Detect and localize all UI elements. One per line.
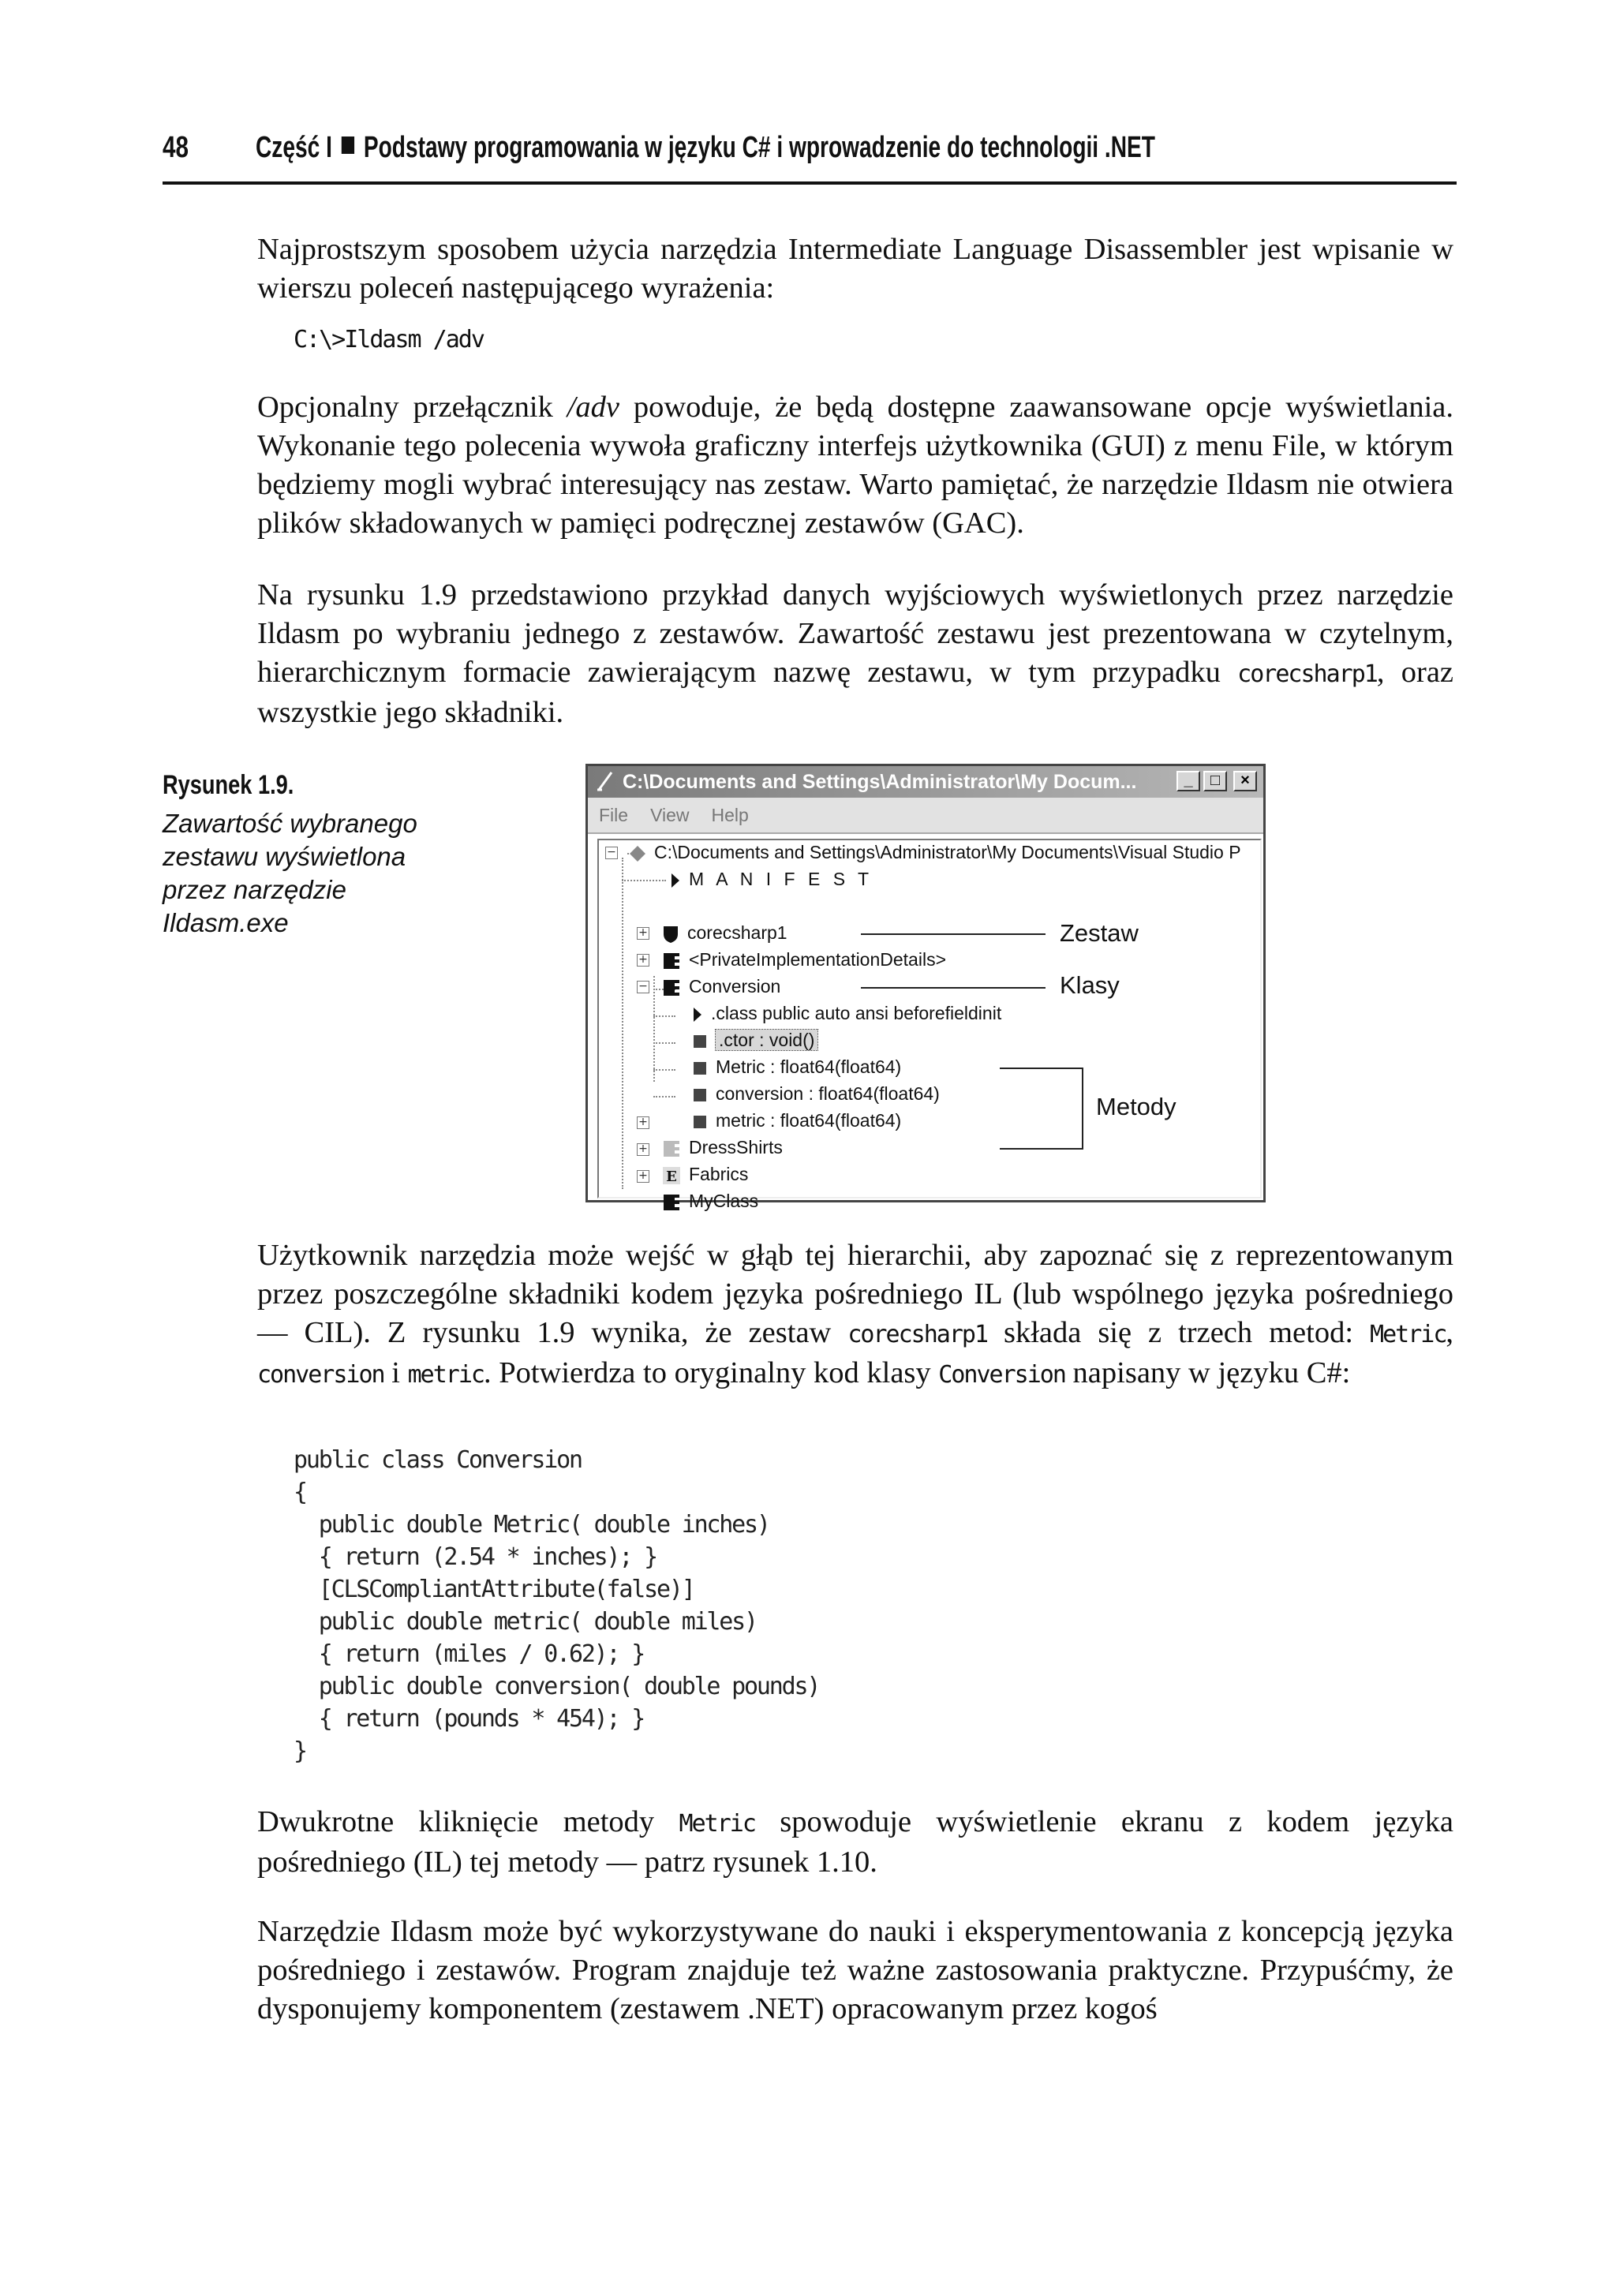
code-line: public double conversion( double pounds) bbox=[294, 1673, 820, 1700]
assembly-diamond-icon bbox=[629, 845, 646, 862]
text-run: spowoduje wyświetlenie ekranu z kodem języka pośredniego (IL) tej metody — patrz rysunek 1.10. bbox=[257, 1805, 1454, 1879]
window-title: C:\Documents and Settings\Administrator\My Docum... bbox=[623, 771, 1137, 793]
chapter-title: Podstawy programowania w języku C# i wprowadzenie do technologii .NET bbox=[363, 131, 1155, 164]
tree-connector bbox=[653, 976, 655, 1082]
maximize-button[interactable]: □ bbox=[1203, 771, 1227, 791]
tree-connector bbox=[622, 858, 623, 1189]
menu-bar bbox=[588, 798, 1263, 834]
svg-text:E: E bbox=[666, 1168, 677, 1185]
tree-metric-upper[interactable] bbox=[692, 1055, 901, 1079]
tree-metric-lower[interactable] bbox=[692, 1109, 901, 1132]
square-bullet-icon bbox=[342, 136, 354, 154]
collapse-toggle[interactable]: − bbox=[605, 847, 618, 859]
page-number: 48 bbox=[163, 131, 189, 164]
tree-class-decl[interactable] bbox=[692, 1001, 1001, 1025]
text-run: . Potwierdza to oryginalny kod klasy bbox=[483, 1356, 939, 1389]
method-icon bbox=[692, 1060, 708, 1076]
code-line: { bbox=[294, 1479, 306, 1506]
expand-toggle[interactable]: + bbox=[637, 1116, 649, 1129]
running-title bbox=[256, 131, 1155, 165]
tree-label: DressShirts bbox=[689, 1137, 783, 1157]
text-run: Dwukrotne kliknięcie metody bbox=[257, 1805, 679, 1838]
command-line-example bbox=[294, 326, 484, 353]
class-icon bbox=[662, 1193, 681, 1212]
inline-code: Metric bbox=[1370, 1321, 1446, 1348]
inline-code: Conversion bbox=[938, 1361, 1065, 1389]
text-run: składa się z trzech metod: bbox=[987, 1316, 1371, 1349]
code-line: { return (miles / 0.62); } bbox=[294, 1640, 645, 1668]
ildasm-window bbox=[585, 764, 1266, 1211]
assembly-tree bbox=[597, 839, 1262, 1211]
inline-code: corecsharp1 bbox=[847, 1321, 988, 1348]
class-light-icon bbox=[662, 1139, 681, 1158]
text-run: Użytkownik narzędzia może wejść w głąb tej hierarchii, aby zapoznać się z reprezentowanym przez poszczególne składniki kodem języka pośredniego IL (lub wspólnego języka pośredniego — CIL). Z rysunku 1.9 wynika, że zestaw bbox=[257, 1239, 1453, 1349]
tree-label-selected: .ctor : void() bbox=[716, 1030, 817, 1050]
enum-icon bbox=[662, 1166, 681, 1185]
menu-help[interactable]: Help bbox=[711, 805, 749, 825]
code-line: { return (2.54 * inches); } bbox=[294, 1543, 656, 1571]
tree-myclass[interactable] bbox=[662, 1189, 758, 1213]
annotation-line bbox=[861, 987, 1046, 989]
window-titlebar[interactable] bbox=[588, 766, 1263, 798]
paragraph-intro: Najprostszym sposobem użycia narzędzia Intermediate Language Disassembler jest wpisanie w wierszu poleceń następującego wyrażenia: bbox=[257, 233, 1453, 305]
tree-conversion-class[interactable] bbox=[662, 974, 780, 998]
annotation-zestaw: Zestaw bbox=[1060, 919, 1139, 947]
collapse-toggle[interactable]: − bbox=[637, 981, 649, 993]
code-line: [CLSCompliantAttribute(false)] bbox=[294, 1576, 694, 1603]
tree-ctor[interactable] bbox=[692, 1028, 817, 1052]
tree-conversion-method[interactable] bbox=[692, 1082, 940, 1105]
inline-code: metric bbox=[407, 1361, 484, 1389]
tree-label: C:\Documents and Settings\Administrator\My Documents\Visual Studio P bbox=[654, 842, 1241, 862]
inline-code: Metric bbox=[679, 1810, 755, 1838]
annotation-line bbox=[861, 933, 1046, 935]
manifest-arrow-icon bbox=[670, 872, 681, 889]
tree-corecsharp1[interactable] bbox=[662, 921, 787, 944]
tree-root[interactable] bbox=[629, 840, 1241, 864]
command-text: C:\>Ildasm /adv bbox=[294, 326, 484, 353]
class-icon bbox=[662, 952, 681, 970]
class-icon bbox=[662, 978, 681, 997]
code-line: public double metric( double miles) bbox=[294, 1608, 757, 1636]
tree-fabrics[interactable] bbox=[662, 1162, 748, 1186]
expand-toggle[interactable]: + bbox=[637, 1143, 649, 1156]
tree-private-impl[interactable] bbox=[662, 948, 946, 971]
text-run: napisany w języku C#: bbox=[1064, 1356, 1351, 1389]
paragraph-ildasm-usage: Narzędzie Ildasm może być wykorzystywane do nauki i eksperymentowania z koncepcją języka pośredniego i zestawów. Program znajduje też ważne zastosowania praktyczne. Przypuśćmy, że dysponujemy komponentem (zestawem .NET) opracowanym przez kogoś bbox=[257, 1915, 1453, 2025]
tree-label: metric : float64(float64) bbox=[716, 1110, 902, 1131]
tree-connector bbox=[653, 1096, 675, 1098]
tree-label: Metric : float64(float64) bbox=[716, 1056, 902, 1077]
tree-label: MyClass bbox=[689, 1191, 759, 1211]
adv-switch: /adv bbox=[567, 391, 619, 424]
minimize-button[interactable]: _ bbox=[1176, 771, 1200, 791]
text-run: i bbox=[383, 1356, 408, 1389]
paragraph-double-click bbox=[257, 1803, 1453, 1882]
tree-connector bbox=[653, 1042, 675, 1044]
code-line: public class Conversion bbox=[294, 1446, 582, 1474]
paragraph-hierarchy bbox=[257, 1236, 1453, 1394]
annotation-metody: Metody bbox=[1096, 1093, 1176, 1120]
namespace-shield-icon bbox=[662, 925, 679, 944]
tree-label: conversion : float64(float64) bbox=[716, 1083, 940, 1104]
annotation-klasy: Klasy bbox=[1060, 971, 1120, 999]
tree-connector bbox=[653, 1069, 675, 1071]
code-line: { return (pounds * 454); } bbox=[294, 1705, 645, 1733]
app-icon bbox=[596, 771, 615, 791]
figure-caption bbox=[163, 770, 423, 940]
tree-label: <PrivateImplementationDetails> bbox=[689, 949, 946, 970]
tree-connector bbox=[653, 1015, 675, 1017]
close-button[interactable]: × bbox=[1233, 771, 1257, 791]
method-icon bbox=[692, 1034, 708, 1049]
annotation-bracket bbox=[1082, 1068, 1083, 1150]
tree-dressshirts[interactable] bbox=[662, 1135, 783, 1159]
figure-label: Rysunek 1.9. bbox=[163, 770, 294, 800]
method-icon bbox=[692, 1114, 708, 1130]
tree-label: corecsharp1 bbox=[687, 922, 787, 943]
info-arrow-icon bbox=[692, 1006, 703, 1023]
expand-toggle[interactable]: + bbox=[637, 954, 649, 967]
code-line: } bbox=[294, 1737, 306, 1765]
code-line: public double Metric( double inches) bbox=[294, 1511, 769, 1539]
tree-label: Fabrics bbox=[689, 1164, 749, 1184]
expand-toggle[interactable]: + bbox=[637, 1170, 649, 1183]
tree-label: .class public auto ansi beforefieldinit bbox=[711, 1003, 1002, 1023]
paragraph-adv-option bbox=[257, 388, 1453, 543]
running-header bbox=[163, 131, 1457, 185]
text-run: Opcjonalny przełącznik bbox=[257, 391, 567, 424]
expand-toggle[interactable]: + bbox=[637, 927, 649, 940]
text-run: powoduje, że będą dostępne zaawansowane opcje wyświetlania. Wykonanie tego polecenia wywoła graficzny interfejs użytkownika (GUI) z menu File, w którym będziemy mogli wybrać interesujący nas zestaw. Warto pamiętać, że narzędzie Ildasm nie otwiera plików składowanych w pamięci podręcznej zestawów (GAC). bbox=[257, 391, 1453, 540]
part-label: Część I bbox=[256, 131, 332, 164]
tree-connector bbox=[622, 880, 666, 881]
tree-label: M A N I F E S T bbox=[689, 869, 873, 889]
tree-manifest[interactable] bbox=[670, 867, 873, 891]
method-icon bbox=[692, 1087, 708, 1103]
text-run: , bbox=[1446, 1316, 1454, 1349]
text-run: Na rysunku 1.9 przedstawiono przykład danych wyjściowych wyświetlonych przez narzędzie Ildasm po wybraniu jednego z zestawów. Zawartość zestawu jest prezentowana w czytelnym, hierarchicznym formacie zawierającym nazwę zestawu, w tym przypadku bbox=[257, 578, 1453, 689]
annotation-bracket bbox=[1000, 1148, 1083, 1150]
inline-code: corecsharp1 bbox=[1237, 660, 1377, 688]
inline-code: conversion bbox=[257, 1361, 384, 1389]
figure-description: Zawartość wybranego zestawu wyświetlona przez narzędzie Ildasm.exe bbox=[163, 809, 417, 937]
code-listing bbox=[294, 1444, 819, 1767]
annotation-bracket bbox=[1000, 1068, 1083, 1069]
tree-label: Conversion bbox=[689, 976, 781, 997]
menu-file[interactable]: File bbox=[599, 805, 629, 825]
menu-view[interactable]: View bbox=[650, 805, 690, 825]
paragraph-figure-intro bbox=[257, 576, 1453, 732]
text-run: , oraz wszystkie jego składniki. bbox=[257, 656, 1453, 729]
